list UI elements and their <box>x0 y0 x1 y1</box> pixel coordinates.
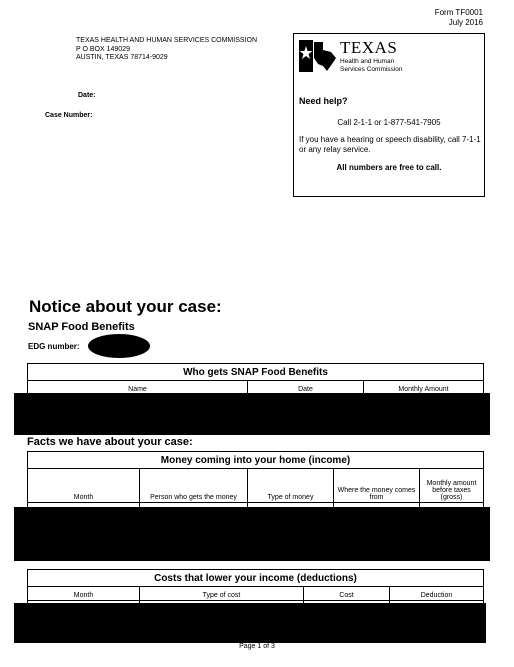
date-label: Date: <box>78 92 96 99</box>
column-header: Where the money comes from <box>334 469 420 503</box>
case-number-label: Case Number: <box>45 112 93 119</box>
table-caption: Costs that lower your income (deductions) <box>28 570 484 587</box>
redaction-edg <box>88 334 150 358</box>
form-id <box>435 8 483 28</box>
help-free-text: All numbers are free to call. <box>336 163 442 172</box>
logo-name: TEXAS <box>340 38 398 57</box>
column-header: Cost <box>304 587 390 601</box>
logo-subtitle-line: Services Commission <box>340 65 403 73</box>
column-header: Date <box>248 381 364 395</box>
sender-line: TEXAS HEALTH AND HUMAN SERVICES COMMISSION <box>76 37 257 44</box>
column-header: Month <box>28 587 140 601</box>
edg-number-label: EDG number: <box>28 342 80 351</box>
program-name: SNAP Food Benefits <box>28 321 135 333</box>
help-phone: Call 2-1-1 or 1-877-541-7905 <box>337 118 441 127</box>
table-caption: Money coming into your home (income) <box>28 452 484 469</box>
notice-title: Notice about your case: <box>29 297 222 316</box>
table-caption: Who gets SNAP Food Benefits <box>28 364 484 381</box>
redaction-block <box>14 393 490 435</box>
form-number: Form TF0001 <box>434 8 483 17</box>
form-date: July 2016 <box>448 18 483 27</box>
column-header: Deduction <box>390 587 484 601</box>
column-header: Month <box>28 469 140 503</box>
sender-line: P O BOX 149029 <box>76 45 130 53</box>
sender-address <box>76 37 257 63</box>
column-header: Monthly Amount <box>364 381 484 395</box>
logo-subtitle <box>340 58 403 73</box>
help-box <box>293 33 485 197</box>
facts-title: Facts we have about your case: <box>27 436 193 448</box>
help-relay-text: If you have a hearing or speech disability, call 7-1-1 or any relay service. <box>299 135 481 154</box>
logo-subtitle-line: Health and Human <box>340 58 395 65</box>
sender-line: AUSTIN, TEXAS 78714-9029 <box>76 54 168 61</box>
column-header: Name <box>28 381 248 395</box>
hhsc-logo <box>299 38 419 74</box>
help-title: Need help? <box>299 96 348 106</box>
column-header: Type of money <box>248 469 334 503</box>
column-header: Monthly amount before taxes (gross) <box>420 469 484 503</box>
redaction-block <box>14 603 486 643</box>
texas-star-logo-icon <box>299 40 337 72</box>
redaction-block <box>14 507 490 561</box>
column-header: Person who gets the money <box>140 469 248 503</box>
column-header: Type of cost <box>140 587 304 601</box>
page-number: Page 1 of 3 <box>239 643 275 650</box>
